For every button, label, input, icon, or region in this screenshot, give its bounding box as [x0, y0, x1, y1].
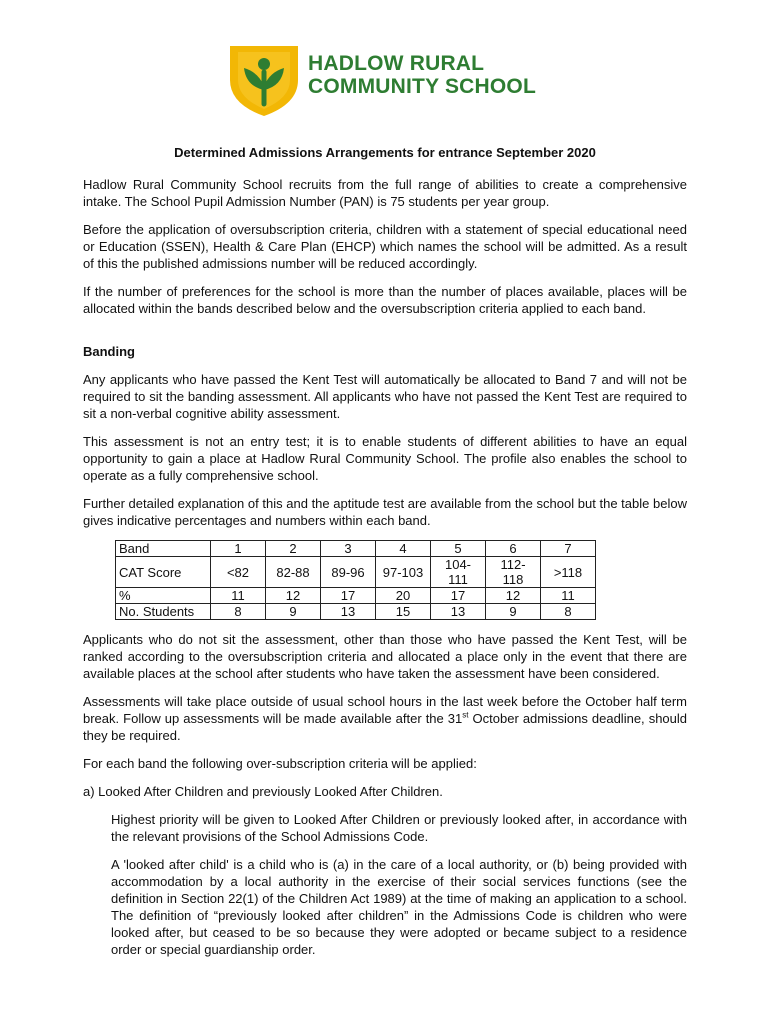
criterion-a-label: a) Looked After Children and previously Looked After Children.: [83, 784, 443, 799]
table-cell: 20: [376, 588, 431, 604]
school-name: [308, 52, 536, 98]
table-row: [116, 604, 596, 620]
ordinal-suffix: st: [462, 710, 469, 720]
table-cell: 13: [321, 604, 376, 620]
table-cell: 9: [266, 604, 321, 620]
document-title: Determined Admissions Arrangements for entrance September 2020: [174, 145, 596, 160]
banding-heading: Banding: [83, 344, 135, 359]
after-table-paragraph-3: For each band the following over-subscription criteria will be applied:: [83, 756, 477, 771]
table-cell: 89-96: [321, 557, 376, 588]
banding-paragraph-2: This assessment is not an entry test; it is to enable students of different abilities to have an equal opportunity to gain a place at Hadlow Rural Community School. The profile also enables the school to operate as a fully comprehensive school.: [83, 434, 687, 483]
banding-paragraph-1: Any applicants who have passed the Kent Test will automatically be allocated to Band 7 and will not be required to sit the banding assessment. All applicants who have not passed the Kent Test are required to sit a non-verbal cognitive ability assessment.: [83, 372, 687, 421]
table-cell: 1: [211, 541, 266, 557]
intro-paragraph-3: If the number of preferences for the school is more than the number of places available, places will be allocated within the bands described below and the oversubscription criteria applied to each band.: [83, 284, 687, 316]
school-name-line2: COMMUNITY SCHOOL: [308, 75, 536, 98]
table-cell: 9: [486, 604, 541, 620]
table-cell: 15: [376, 604, 431, 620]
intro-paragraph-2: Before the application of oversubscription criteria, children with a statement of special educational need or Education (SSEN), Health & Care Plan (EHCP) which names the school will be admitted. As a result of this the published admissions number will be reduced accordingly.: [83, 222, 687, 271]
table-cell: 112-118: [486, 557, 541, 588]
after-table-paragraph-1: Applicants who do not sit the assessment, other than those who have passed the Kent Test, will be ranked according to the oversubscription criteria and allocated a place only in the event that there are available places at the school after students who have taken the assessment have been considered.: [83, 632, 687, 681]
table-cell: 7: [541, 541, 596, 557]
table-cell: 17: [321, 588, 376, 604]
table-cell: 97-103: [376, 557, 431, 588]
table-cell: 11: [211, 588, 266, 604]
banding-table: [115, 540, 596, 620]
table-cell: >118: [541, 557, 596, 588]
table-cell: 12: [266, 588, 321, 604]
table-cell: <82: [211, 557, 266, 588]
table-cell: 4: [376, 541, 431, 557]
school-name-line1: HADLOW RURAL: [308, 52, 485, 75]
criterion-a-paragraph-2: A 'looked after child' is a child who is (a) in the care of a local authority, or (b) being provided with accommodation by a local authority in the exercise of their social services functions (see the definition in Section 22(1) of the Children Act 1989) at the time of making an application to a school. The definition of “previously looked after children” in the Admissions Code is children who were looked after, but ceased to be so because they were adopted or became subject to a residence order or special guardianship order.: [111, 857, 687, 957]
banding-paragraph-3: Further detailed explanation of this and the aptitude test are available from the school but the table below gives indicative percentages and numbers within each band.: [83, 496, 687, 528]
table-cell: 82-88: [266, 557, 321, 588]
table-row: [116, 541, 596, 557]
row-label: CAT Score: [116, 557, 211, 588]
criterion-a-body: [111, 811, 687, 958]
table-cell: 17: [431, 588, 486, 604]
assessment-text-part1: Assessments will take place outside of usual school hours in the last week before the October half term break. Follow up assessments will be made available after the 31: [83, 694, 687, 726]
table-row: [116, 557, 596, 588]
shield-tree-icon: [224, 42, 304, 118]
row-label: No. Students: [116, 604, 211, 620]
table-cell: 11: [541, 588, 596, 604]
criterion-a-paragraph-1: Highest priority will be given to Looked After Children or previously looked after, in accordance with the relevant provisions of the School Admissions Code.: [111, 812, 687, 844]
assessment-text-part2: October admissions deadline, should they be required.: [83, 711, 688, 743]
table-cell: 13: [431, 604, 486, 620]
document-body: [83, 176, 687, 969]
row-label: %: [116, 588, 211, 604]
table-cell: 6: [486, 541, 541, 557]
table-cell: 2: [266, 541, 321, 557]
table-cell: 8: [541, 604, 596, 620]
table-cell: 3: [321, 541, 376, 557]
table-row: [116, 588, 596, 604]
table-cell: 12: [486, 588, 541, 604]
intro-paragraph-1: Hadlow Rural Community School recruits from the full range of abilities to create a comprehensive intake. The School Pupil Admission Number (PAN) is 75 students per year group.: [83, 177, 687, 209]
table-cell: 8: [211, 604, 266, 620]
after-table-paragraph-2: [83, 693, 687, 744]
row-label: Band: [116, 541, 211, 557]
table-cell: 5: [431, 541, 486, 557]
table-cell: 104-111: [431, 557, 486, 588]
